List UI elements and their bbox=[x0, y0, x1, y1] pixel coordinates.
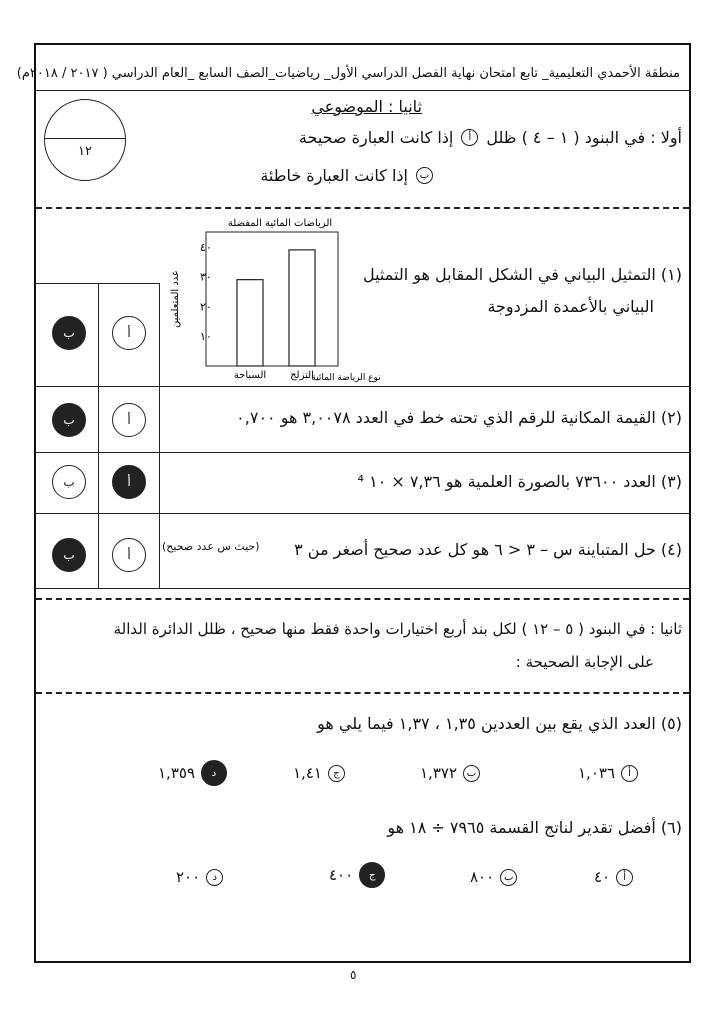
question-1-line-2: البياني بالأعمدة المزدوجة bbox=[487, 297, 654, 316]
grid-line-4 bbox=[36, 513, 689, 514]
q3-option-a[interactable]: أ bbox=[112, 465, 146, 499]
page-number: ٥ bbox=[350, 968, 357, 982]
mark-a-icon: أ bbox=[461, 129, 478, 146]
category-label: السباحة bbox=[233, 370, 267, 381]
header-divider bbox=[36, 90, 689, 91]
question-4-note: (حيث س عدد صحيح) bbox=[162, 540, 260, 553]
q5-option-d-value: ١,٣٥٩ bbox=[158, 764, 195, 782]
q6-option-d-bubble[interactable]: د bbox=[206, 869, 223, 886]
q5-choice-b[interactable] bbox=[420, 764, 480, 782]
bar-chart bbox=[150, 214, 400, 386]
chart-xlabel: نوع الرياضة المائية bbox=[311, 373, 381, 383]
q4-option-a[interactable]: أ bbox=[112, 538, 146, 572]
q6-choice-b[interactable] bbox=[470, 868, 517, 886]
grid-line-2 bbox=[36, 386, 689, 387]
q1-option-a[interactable]: أ bbox=[112, 316, 146, 350]
q5-choice-c[interactable] bbox=[293, 764, 345, 782]
q5-choice-a[interactable] bbox=[578, 764, 638, 782]
question-4: (٤) حل المتباينة س – ٣ < ٦ هو كل عدد صحيح أصغر من ٣ bbox=[294, 540, 682, 559]
part1-instruction-text: أولا : في البنود ( ١ – ٤ ) ظلل bbox=[486, 128, 682, 147]
q3-option-b[interactable]: ب bbox=[52, 465, 86, 499]
score-value: ١٢ bbox=[78, 144, 92, 159]
part1-instruction bbox=[299, 128, 682, 147]
q6-choice-a[interactable] bbox=[594, 868, 633, 886]
y-tick-label: ٢٠ bbox=[200, 300, 212, 314]
q5-choice-d[interactable] bbox=[158, 760, 227, 786]
q2-option-a[interactable]: أ bbox=[112, 403, 146, 437]
q6-option-c-bubble[interactable]: ج bbox=[359, 862, 385, 888]
part2-instruction-line-2: على الإجابة الصحيحة : bbox=[515, 653, 654, 671]
q5-option-d-bubble[interactable]: د bbox=[201, 760, 227, 786]
q6-choice-d[interactable] bbox=[176, 868, 223, 886]
question-6: (٦) أفضل تقدير لناتج القسمة ٧٩٦٥ ÷ ١٨ هو bbox=[387, 818, 682, 837]
separator-1 bbox=[36, 207, 689, 209]
section-title: ثانيا : الموضوعي bbox=[311, 97, 422, 116]
question-1-line-1: (١) التمثيل البياني في الشكل المقابل هو التمثيل bbox=[362, 265, 682, 284]
grid-line-5 bbox=[36, 588, 689, 589]
q6-choice-c[interactable] bbox=[329, 862, 385, 888]
q5-option-b-bubble[interactable]: ب bbox=[463, 765, 480, 782]
mark-b-icon: ب bbox=[416, 167, 433, 184]
q5-option-c-bubble[interactable]: ج bbox=[328, 765, 345, 782]
q6-option-b-bubble[interactable]: ب bbox=[500, 869, 517, 886]
q6-option-b-value: ٨٠٠ bbox=[470, 868, 495, 886]
bar-2 bbox=[289, 250, 315, 366]
q1-option-b[interactable]: ب bbox=[52, 316, 86, 350]
part1-true-text: إذا كانت العبارة صحيحة bbox=[298, 128, 454, 147]
grid-col-1 bbox=[98, 283, 99, 589]
q2-option-b[interactable]: ب bbox=[52, 403, 86, 437]
question-3: (٣) العدد ٧٣٦٠٠ بالصورة العلمية هو ٧,٣٦ × ١٠ ⁴ bbox=[357, 472, 682, 491]
q5-option-a-value: ١,٠٣٦ bbox=[578, 764, 615, 782]
q5-option-c-value: ١,٤١ bbox=[293, 764, 322, 782]
chart-title: الرياضات المائية المفضلة bbox=[227, 218, 333, 229]
separator-3 bbox=[36, 692, 689, 694]
chart-ylabel: عدد المتعلمين bbox=[170, 269, 181, 329]
q6-option-d-value: ٢٠٠ bbox=[176, 868, 201, 886]
part2-instruction-line-1: ثانيا : في البنود ( ٥ – ١٢ ) لكل بند أربع اختيارات واحدة فقط منها صحيح ، ظلل الدائرة الدالة bbox=[113, 620, 682, 638]
q5-option-a-bubble[interactable]: أ bbox=[621, 765, 638, 782]
q4-option-b[interactable]: ب bbox=[52, 538, 86, 572]
separator-2 bbox=[36, 598, 689, 600]
y-tick-label: ٤٠ bbox=[200, 240, 212, 254]
q5-option-b-value: ١,٣٧٢ bbox=[420, 764, 457, 782]
part1-false-text: إذا كانت العبارة خاطئة bbox=[260, 166, 408, 185]
part1-false-line bbox=[260, 166, 433, 185]
category-label: التزلج bbox=[290, 370, 314, 381]
bar-1 bbox=[237, 280, 263, 366]
q6-option-a-bubble[interactable]: أ bbox=[616, 869, 633, 886]
grid-col-2 bbox=[159, 283, 160, 589]
question-5: (٥) العدد الذي يقع بين العددين ١,٣٥ ، ١,٣٧ فيما يلي هو bbox=[317, 714, 682, 733]
q6-option-a-value: ٤٠ bbox=[594, 868, 611, 886]
question-2: (٢) القيمة المكانية للرقم الذي تحته خط في العدد ٣,٠٠٧٨ هو ٠,٧٠٠ bbox=[236, 408, 682, 427]
y-tick-label: ١٠ bbox=[200, 330, 212, 344]
exam-header: منطقة الأحمدي التعليمية_ تابع امتحان نهاية الفصل الدراسي الأول_ رياضيات_الصف السابع _العام الدراسي ( ٢٠١٧ / ٢٠١٨م) bbox=[16, 66, 680, 81]
grid-line-3 bbox=[36, 452, 689, 453]
chart-frame bbox=[206, 232, 338, 366]
score-circle bbox=[44, 99, 126, 181]
q6-option-c-value: ٤٠٠ bbox=[329, 866, 354, 884]
y-tick-label: ٣٠ bbox=[200, 270, 212, 284]
